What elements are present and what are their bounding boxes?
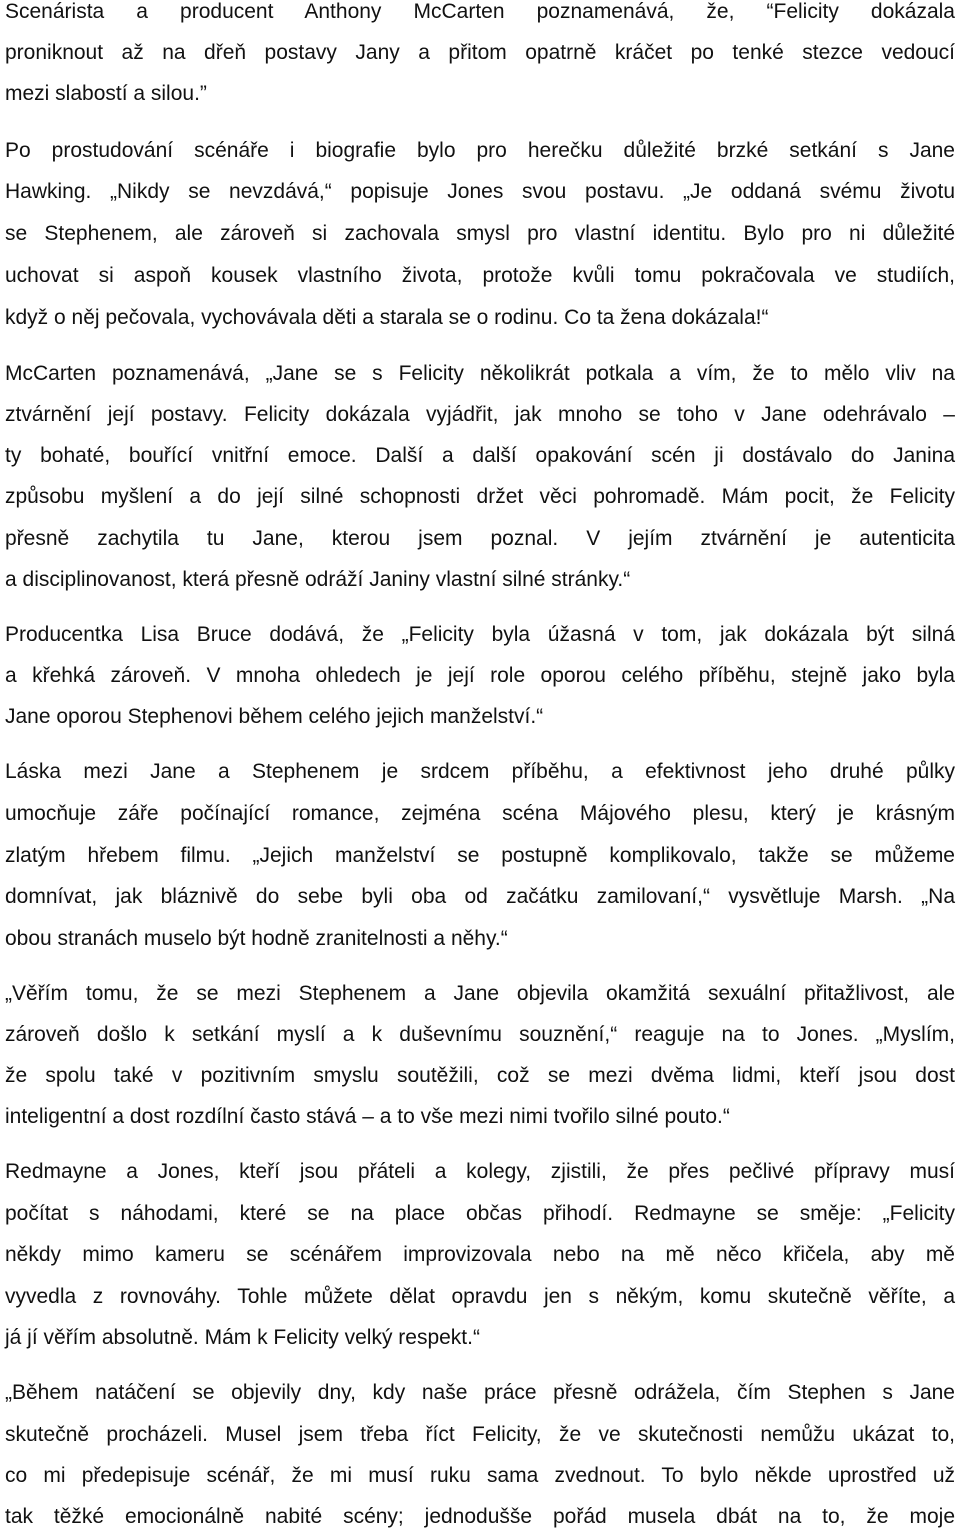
text-line: ty bohaté, bouřící vnitřní emoce. Další a další opakování scén ji dostávalo do Janina	[5, 444, 955, 467]
text-line: domnívat, jak bláznivě do sebe byli oba od začátku zamilovaní,“ vysvětluje Marsh. „Na	[5, 885, 955, 908]
text-line: proniknout až na dřeň postavy Jany a přitom opatrně kráčet po tenké stezce vedoucí	[5, 41, 955, 64]
text-line: ztvárnění její postavy. Felicity dokázala vyjádřit, jak mnoho se toho v Jane odehrávalo –	[5, 403, 955, 426]
text-line: někdy mimo kameru se scénářem improvizovala nebo na mě něco křičela, aby mě	[5, 1243, 955, 1266]
text-line: že spolu také v pozitivním smyslu soutěžili, což se mezi dvěma lidmi, kteří jsou dost	[5, 1064, 955, 1087]
text-line: Jane oporou Stephenovi během celého jejich manželství.“	[5, 705, 544, 728]
text-line: a disciplinovanost, která přesně odráží Janiny vlastní silné stránky.“	[5, 568, 631, 591]
text-line: inteligentní a dost rozdílní často stává – a to vše mezi nimi tvořilo silné pouto.“	[5, 1105, 730, 1128]
text-line: uchovat si aspoň kousek vlastního života, protože kvůli tomu pokračovala ve studiích,	[5, 264, 955, 287]
text-line: přesně zachytila tu Jane, kterou jsem poznal. V jejím ztvárnění je autenticita	[5, 527, 955, 550]
text-line: způsobu myšlení a do její silné schopnosti držet věci pohromadě. Mám pocit, že Felicity	[5, 485, 955, 508]
text-line: skutečně procházeli. Musel jsem třeba říct Felicity, že ve skutečnosti nemůžu ukázat to,	[5, 1423, 955, 1446]
text-line: vyvedla z rovnováhy. Tohle můžete dělat opravdu jen s někým, komu skutečně věříte, a	[5, 1285, 955, 1308]
text-line: Producentka Lisa Bruce dodává, že „Felicity byla úžasná v tom, jak dokázala být silná	[5, 623, 955, 646]
text-line: se Stephenem, ale zároveň si zachovala smysl pro vlastní identitu. Bylo pro ni důležité	[5, 222, 955, 245]
text-line: mezi slabostí a silou.”	[5, 82, 207, 105]
text-line: obou stranách muselo být hodně zranitelnosti a něhy.“	[5, 927, 508, 950]
text-line: co mi předepisuje scénář, že mi musí ruku sama zvednout. To bylo někde uprostřed už	[5, 1464, 955, 1487]
text-line: tak těžké emocionálně nabité scény; jednodušše pořád musela dbát na to, že moje	[5, 1505, 955, 1528]
text-line: zároveň došlo k setkání myslí a k duševnímu souznění,“ reaguje na to Jones. „Myslím,	[5, 1023, 955, 1046]
text-line: McCarten poznamenává, „Jane se s Felicity několikrát potkala a vím, že to mělo vliv na	[5, 362, 955, 385]
text-line: počítat s náhodami, které se na place občas přihodí. Redmayne se směje: „Felicity	[5, 1202, 955, 1225]
text-line: Redmayne a Jones, kteří jsou přáteli a kolegy, zjistili, že přes pečlivé přípravy musí	[5, 1160, 955, 1183]
text-line: zlatým hřebem filmu. „Jejich manželství se postupně komplikovalo, takže se můžeme	[5, 844, 955, 867]
text-line: umocňuje záře počínající romance, zejména scéna Májového plesu, který je krásným	[5, 802, 955, 825]
text-line: když o něj pečovala, vychovávala děti a starala se o rodinu. Co ta žena dokázala!“	[5, 306, 769, 329]
text-line: Hawking. „Nikdy se nevzdává,“ popisuje Jones svou postavu. „Je oddaná svému životu	[5, 180, 955, 203]
text-line: „Věřím tomu, že se mezi Stephenem a Jane objevila okamžitá sexuální přitažlivost, ale	[5, 982, 955, 1005]
text-line: „Během natáčení se objevily dny, kdy naše práce přesně odrážela, čím Stephen s Jane	[5, 1381, 955, 1404]
text-line: a křehká zároveň. V mnoha ohledech je její role oporou celého příběhu, stejně jako byla	[5, 664, 955, 687]
text-line: já jí věřím absolutně. Mám k Felicity velký respekt.“	[5, 1326, 480, 1349]
text-line: Scenárista a producent Anthony McCarten poznamenává, že, “Felicity dokázala	[5, 0, 955, 23]
text-line: Po prostudování scénáře i biografie bylo pro herečku důležité brzké setkání s Jane	[5, 139, 955, 162]
text-line: Láska mezi Jane a Stephenem je srdcem příběhu, a efektivnost jeho druhé půlky	[5, 760, 955, 783]
